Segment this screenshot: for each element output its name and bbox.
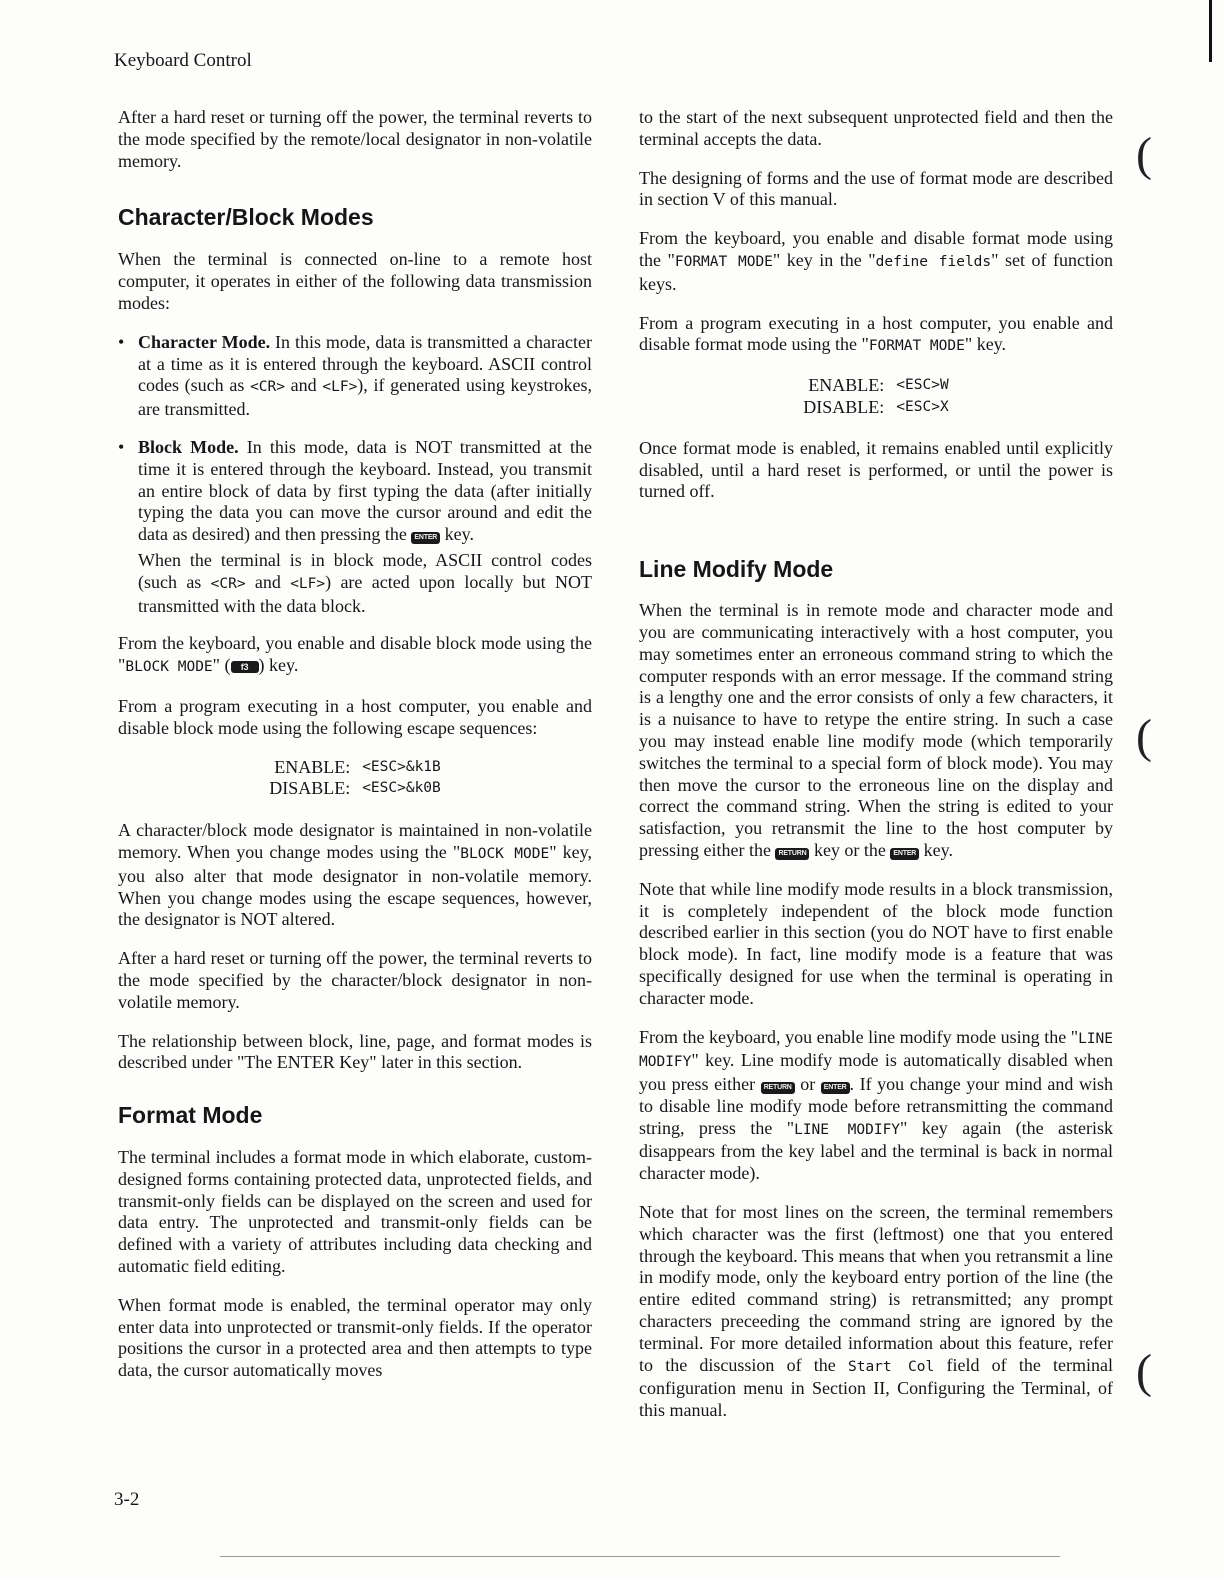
disable-label: DISABLE: bbox=[269, 778, 351, 799]
margin-mark: ( bbox=[1136, 1345, 1152, 1398]
return-key-icon: RETURN bbox=[761, 1082, 795, 1094]
margin-mark: ( bbox=[1136, 128, 1152, 181]
line-keyboard-paragraph: From the keyboard, you enable line modify mode using the "LINE MODIFY" key. Line modify mode is automatically disabled when you press either RETURN or ENTER . If you change your mind and wish to disable line modify mode before retransmitting the command string, press the "LINE MODIFY" key again (the asterisk disappears from the key label and the terminal is back in normal character mode). bbox=[639, 1026, 1113, 1184]
running-head: Keyboard Control bbox=[114, 50, 252, 71]
mode-list bbox=[118, 332, 592, 618]
escape-sequence-table bbox=[118, 757, 592, 801]
enable-label: ENABLE: bbox=[808, 375, 885, 396]
line-modify-paragraph: When the terminal is in remote mode and character mode and you are communicating interactively with a host computer, you may sometimes enter an erroneous command string to which the computer responds with an error message. If the command string is a lengthy one and the error consists of only a few characters, it is a nuisance to have to retype the entire string. In such a case you may instead enable line modify mode (which temporarily switches the terminal to a special form of block mode). You may then move the cursor to the erroneous line on the display and correct the command string. When the string is edited to your satisfaction, you retransmit the line to the host computer by pressing either the RETURN key or the ENTER key. bbox=[639, 600, 1113, 860]
list-item-character-mode: • Character Mode. In this mode, data is transmitted a character at a time as it is entered through the keyboard. ASCII control codes (such as <CR> and <LF>), if generated using keystrokes, are transmitted. bbox=[118, 332, 592, 421]
note-paragraph: Note that while line modify mode results in a block transmission, it is completely independent of the block mode function described earlier in this section (you do NOT have to first enable block mode). In fact, line modify mode is a feature that was specifically designed for use when the terminal is operating in character mode. bbox=[639, 878, 1113, 1008]
code-lf: <LF> bbox=[322, 379, 358, 396]
enable-sequence: <ESC>W bbox=[896, 377, 949, 394]
code-line-modify: LINE MODIFY bbox=[794, 1121, 901, 1138]
code-start-col: Start Col bbox=[847, 1358, 935, 1375]
code-cr: <CR> bbox=[250, 379, 285, 396]
forms-paragraph: The designing of forms and the use of format mode are described in section V of this manual. bbox=[639, 167, 1113, 210]
margin-mark: ( bbox=[1136, 710, 1152, 763]
code-line-modify: LINE MODIFY bbox=[639, 1030, 1113, 1071]
start-col-paragraph: Note that for most lines on the screen, the terminal remembers which character was the first (leftmost) one that you entered through the keyboard. This means that when you retransmit a line in modify mode, only the keyboard entry portion of the line (the entire edited command string) is retransmitted; any prompt characters preceeding the command string are ignored by the terminal. For more detailed information about this feature, refer to the discussion of the Start Col field of the terminal configuration menu in Section II, Configuring the Terminal, of this manual. bbox=[639, 1202, 1114, 1421]
page-edge-line bbox=[1209, 0, 1212, 62]
enable-label: ENABLE: bbox=[274, 756, 351, 777]
right-column bbox=[639, 107, 1113, 1439]
left-column bbox=[118, 107, 592, 1399]
continued-paragraph: to the start of the next subsequent unprotected field and then the terminal accepts the data. bbox=[639, 107, 1113, 149]
program-paragraph: From a program executing in a host computer, you enable and disable block mode using the following escape sequences: bbox=[118, 695, 592, 738]
connected-paragraph: When the terminal is connected on-line to a remote host computer, it operates in either of the following data transmission modes: bbox=[118, 249, 592, 313]
designator-paragraph: A character/block mode designator is maintained in non-volatile memory. When you change modes using the "BLOCK MODE" key, you also alter that mode designator in non-volatile memory. When you change modes using the escape sequences, however, the designator is NOT altered. bbox=[118, 820, 592, 930]
format-paragraph-2: When format mode is enabled, the terminal operator may only enter data into unprotected or transmit-only fields. If the operator positions the cursor in a protected area and then attempts to type data, the cursor automatically moves bbox=[118, 1294, 592, 1381]
disable-sequence: <ESC>X bbox=[896, 398, 949, 415]
code-format-mode: FORMAT MODE bbox=[674, 253, 773, 270]
format-escape-table bbox=[639, 375, 1113, 419]
character-mode-term: Character Mode. bbox=[138, 331, 271, 352]
format-program-paragraph: From a program executing in a host computer, you enable and disable format mode using the "FORMAT MODE" key. bbox=[639, 312, 1113, 355]
code-lf: <LF> bbox=[290, 575, 326, 592]
code-block-mode: BLOCK MODE bbox=[125, 659, 213, 676]
enter-key-icon: ENTER bbox=[890, 848, 919, 860]
code-block-mode: BLOCK MODE bbox=[460, 845, 550, 862]
code-format-mode: FORMAT MODE bbox=[868, 338, 965, 355]
format-paragraph-1: The terminal includes a format mode in which elaborate, custom-designed forms containing protected data, unprotected fields, and transmit-only fields can be displayed on the screen and used for data entry. The unprotected and transmit-only fields can be defined with a variety of attributes including data checking and automatic field editing. bbox=[118, 1147, 592, 1277]
relationship-paragraph: The relationship between block, line, page, and format modes is described under "The ENTER Key" later in this section. bbox=[118, 1030, 592, 1073]
scan-bottom-line bbox=[220, 1556, 1060, 1557]
return-key-icon: RETURN bbox=[775, 848, 809, 860]
heading-character-block-modes: Character/Block Modes bbox=[118, 204, 374, 231]
list-item-block-mode: • Block Mode. In this mode, data is NOT transmitted at the time it is entered through the keyboard. Instead, you transmit an entire block of data by first typing the data (after initially typing the data you can move the cursor around and edit the data as desired) and then pressing the ENTER key. When the terminal is in block mode, ASCII control codes (such as <CR> and <LF>) are acted upon locally but NOT transmitted with the data block. bbox=[118, 437, 592, 617]
intro-paragraph: After a hard reset or turning off the power, the terminal reverts to the mode specified by the remote/local designator in non-volatile memory. bbox=[118, 107, 592, 171]
block-keyboard-paragraph: From the keyboard, you enable and disable block mode using the "BLOCK MODE" ( f3 ) key. bbox=[118, 633, 592, 676]
page-number: 3-2 bbox=[114, 1489, 140, 1510]
block-mode-term: Block Mode. bbox=[138, 436, 239, 457]
code-define-fields: define fields bbox=[875, 253, 992, 270]
enable-sequence: <ESC>&k1B bbox=[362, 758, 441, 775]
f3-key-icon: f3 bbox=[231, 661, 259, 673]
disable-sequence: <ESC>&k0B bbox=[362, 780, 441, 797]
heading-format-mode: Format Mode bbox=[118, 1102, 263, 1129]
disable-label: DISABLE: bbox=[803, 396, 885, 417]
enter-key-icon: ENTER bbox=[821, 1082, 850, 1094]
code-cr: <CR> bbox=[210, 575, 246, 592]
once-enabled-paragraph: Once format mode is enabled, it remains enabled until explicitly disabled, until a hard reset is performed, or until the power is turned off. bbox=[639, 437, 1113, 502]
heading-line-modify-mode: Line Modify Mode bbox=[639, 556, 834, 583]
enter-key-icon: ENTER bbox=[411, 532, 440, 544]
format-keyboard-paragraph: From the keyboard, you enable and disable format mode using the "FORMAT MODE" key in the "define fields" set of function keys. bbox=[639, 228, 1113, 294]
hard-reset-paragraph: After a hard reset or turning off the power, the terminal reverts to the mode specified by the character/block designator in non-volatile memory. bbox=[118, 948, 592, 1012]
